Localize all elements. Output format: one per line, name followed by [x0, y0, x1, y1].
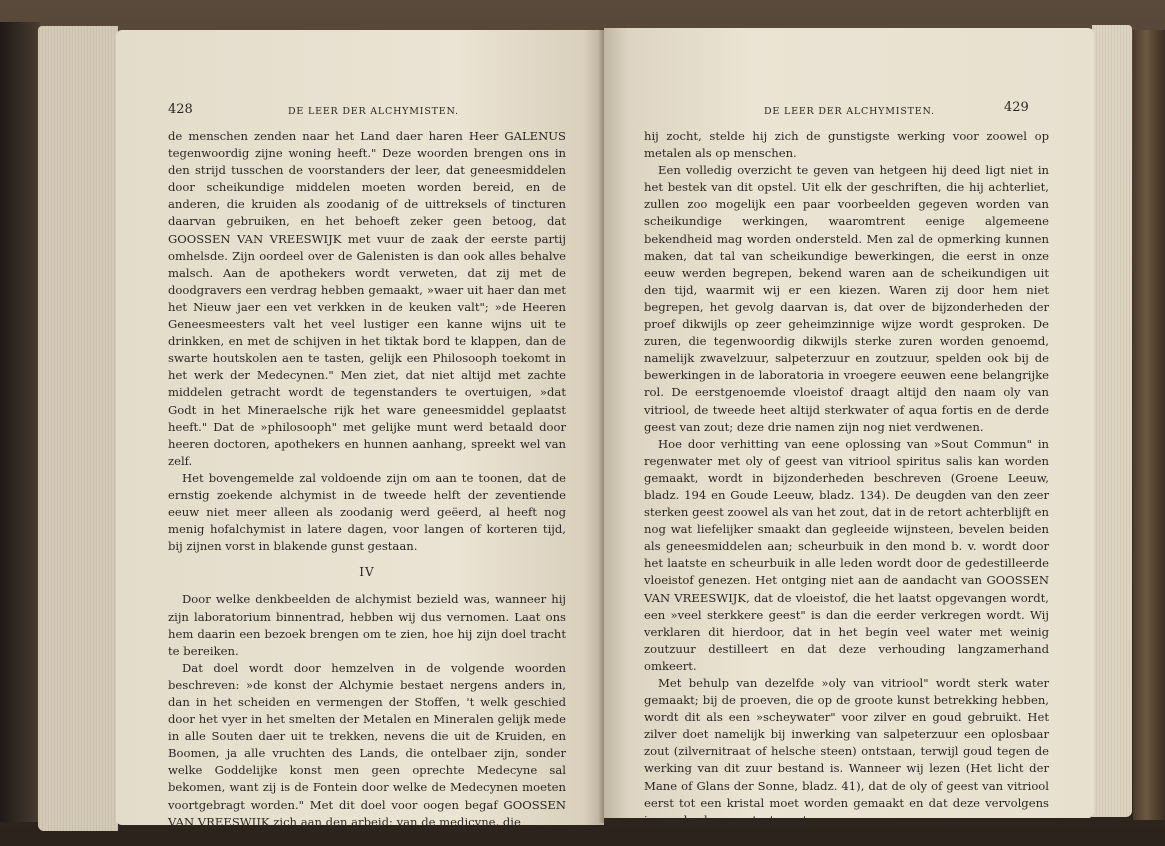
right-page: [604, 28, 1094, 827]
right-page-body: [644, 128, 1049, 829]
paragraph: Hoe door verhitting van eene oplossing van »Sout Commun" in regenwater met oly of geest van vitriool spiritus salis kan worden gemaakt, wordt in bijzonderheden beschreven (Groene Leeuw, bladz. 194 en Goude Leeuw, bladz. 134). De deugden van den zeer sterken geest zoowel als van het zout, dat in de retort achterblijft en nog wat liefelijker smaakt dan gegleeide wijnsteen, bevelen beiden als geneesmiddelen aan; scheurbuik in den mond b. v. wordt door het laatste en scheurbuik in alle leden wordt door de gedestilleerde vloeistof genezen. Het ontging niet aan de aandacht van GOOSSEN VAN VREESWIJK, dat de vloeistof, die het laatst opgevangen wordt, een »veel sterkkere geest" is dan die eerder verkregen wordt. Wij verklaren dit hierdoor, dat in het begin veel water met weinig zoutzuur destilleert en dat deze verhouding langzamerhand omkeert.: [644, 436, 1049, 673]
left-page: [116, 30, 604, 829]
paragraph: Het bovengemelde zal voldoende zijn om aan te toonen, dat de ernstig zoekende alchymist in de tweede helft der zeventiende eeuw niet meer alleen als zoodanig werd geëerd, al heeft nog menig hofalchymist in latere dagen, voor langen of korteren tijd, bij zijnen vorst in blakende gunst gestaan.: [168, 470, 566, 554]
paragraph: Dat doel wordt door hemzelven in de volgende woorden beschreven: »de konst der Alchymie bestaet nergens anders in, dan in het scheiden en vermengen der Stoffen, 't welk geschied door het vyer in het smelten der Metalen en Mineralen gelijk mede in alle Souten daer uit te trekken, nevens die uit de Kruiden, en Boomen, ja alle vruchten des Lands, die ontelbaer zijn, sonder welke Goddelijke konst men geen oprechte Medecyne sal bekomen, want zij is de Fontein door welke de Medecynen moeten voortgebragt worden." Met dit doel voor oogen begaf GOOSSEN VAN VREESWIJK zich aan den arbeid; van de medicyne, die: [168, 660, 566, 829]
paragraph: Een volledig overzicht te geven van hetgeen hij deed ligt niet in het bestek van dit opstel. Uit elk der geschriften, die hij achterliet, zullen zoo mogelijk een paar voorbeelden gegeven worden van scheikundige werkingen, waaromtrent eenige algemeene bekendheid mag worden ondersteld. Men zal de opmerking kunnen maken, dat tal van scheikundige bewerkingen, die eerst in onze eeuw werden begrepen, bekend waren aan de scheikundigen uit den tijd, waarmit wij er een kiezen. Waren zij door hem niet begrepen, het gevolg daarvan is, dat over de bijzonderheden der proef dikwijls op zeer geheimzinnige wijze wordt gesproken. De zuren, die tegenwoordig dikwijls sterke zuren worden genoemd, namelijk zwavelzuur, salpeterzuur en zoutzuur, spelden ook bij de bewerkingen in de laboratoria in vroegere eeuwen eene belangrijke rol. De eerstgenoemde vloeistof draagt altijd den naam oly van vitriool, de tweede heet altijd sterkwater of aqua fortis en de derde geest van zout; deze drie namen zijn nog niet verdwenen.: [644, 163, 1049, 434]
right-cover: [1133, 30, 1165, 820]
left-page-edges: [38, 26, 118, 831]
paragraph: de menschen zenden naar het Land daer haren Heer GALENUS tegenwoordig zijne woning heeft." Deze woorden brengen ons in den strijd tusschen de voorstanders der leer, dat geneesmiddelen door scheikundige middelen moeten worden bereid, en de anderen, die kruiden als zoodanig of de uittreksels of tincturen daarvan gebruiken, en het behoeft zeker geen betoog, dat GOOSSEN VAN VREESWIJK met vuur de zaak der eerste partij omhelsde. Zijn oordeel over de Galenisten is dan ook alles behalve malsch. Aan de apothekers wordt verweten, dat zij met de doodgravers een verdrag hebben gemaakt, »waer uit haer dan met het Nieuw jaer een vet verkken in de keuken valt"; »de Heeren Geneesmeesters valt het veel lustiger een kanne wijns uit te drinkken, en met de schijven in het tiktak bord te klappen, dan de swarte houtskolen aen te tasten, gelijk een Philosooph toekomt in het werk der Medecynen." Men ziet, dat niet altijd met zachte middelen getracht wordt de tegenstanders te overtuigen, »dat Godt in het Mineraelsche rijk het ware geneesmiddel geplaatst heeft." Dat de »philosooph" met gelijke munt werd betaald door heeren doctoren, apothekers en hunnen aanhang, spreekt wel van zelf.: [168, 129, 566, 468]
section-heading: IV: [359, 565, 375, 580]
left-cover: [0, 22, 40, 822]
left-page-body: [168, 128, 566, 831]
right-page-number: 429: [1004, 100, 1029, 115]
left-page-number: 428: [168, 102, 193, 117]
right-page-edges: [1092, 25, 1132, 817]
right-running-head: DE LEER DER ALCHYMISTEN.: [764, 106, 935, 117]
paragraph: hij zocht, stelde hij zich de gunstigste werking voor zoowel op metalen als op menschen.: [644, 129, 1049, 161]
left-running-head: DE LEER DER ALCHYMISTEN.: [288, 106, 459, 117]
paragraph: Door welke denkbeelden de alchymist bezield was, wanneer hij zijn laboratorium binnentrad, hebben wij dus vernomen. Laat ons hem daarin een bezoek brengen om te zien, hoe hij zijn doel tracht te bereiken.: [168, 592, 566, 658]
paragraph: Met behulp van dezelfde »oly van vitriool" wordt sterk water gemaakt; bij de proeven, die op de groote kunst betrekking hebben, wordt dit als een »scheywater" voor zilver en goud gebruikt. Het zilver doet namelijk bij inwerking van salpeterzuur een oplosbaar zout (zilvernitraat of helsche steen) ontstaan, terwijl goud tegen de werking van dit zuur bestand is. Wanneer wij lezen (Het licht der Mane of Glans der Sonne, bladz. 41), dat de oly of geest van vitriool eerst tot een kristal moet worden gemaakt en dat deze vervolgens in een beslagen retorte met: [644, 676, 1049, 827]
